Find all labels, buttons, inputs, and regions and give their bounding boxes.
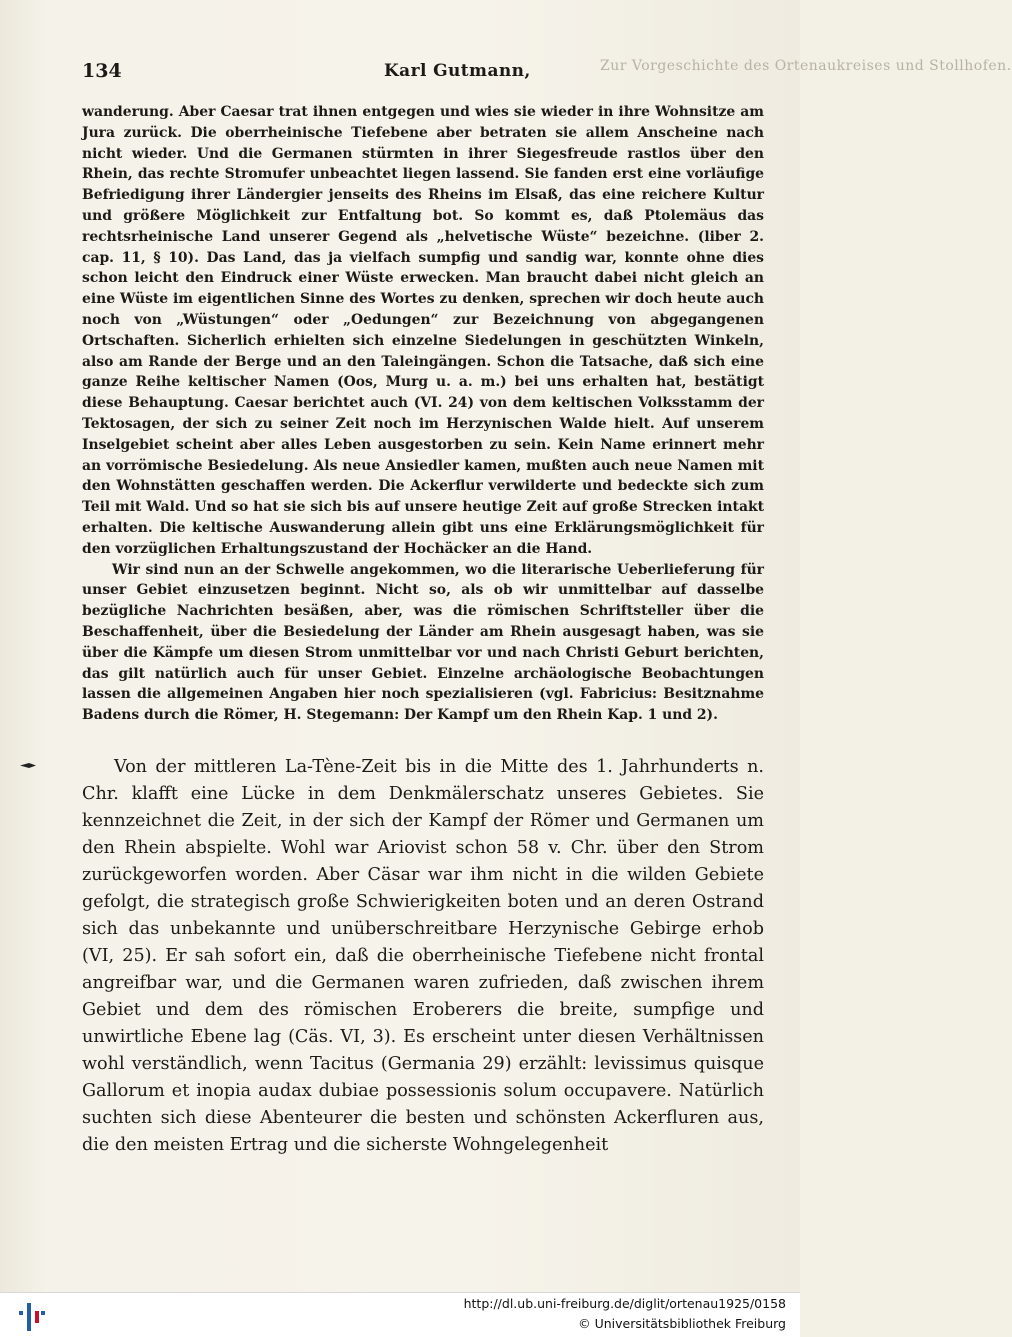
running-header: [82, 60, 762, 86]
running-head-author: Karl Gutmann,: [384, 61, 531, 81]
small-print-block: [82, 102, 764, 726]
paragraph-small-2: Wir sind nun an der Schwelle angekommen, wo die literarische Ueberlieferung für unser Gebiet einzusetzen beginnt. Nicht so, als ob wir unmittelbar auf dasselbe bezügliche Nachrichten besäßen, aber, was die römischen Schriftsteller über die Beschaffenheit, über die Besiedelung der Länder am Rhein ausgesagt haben, was sie über die Kämpfe um diesen Strom unmittelbar vor und nach Christi Geburt berichten, das gilt natürlich auch für unser Gebiet. Einzelne archäologische Beobachtungen lassen die allgemeinen Angaben hier noch spezialisieren (vgl. Fabricius: Besitznahme Badens durch die Römer, H. Stegemann: Der Kampf um den Rhein Kap. 1 und 2).: [82, 561, 764, 724]
ub-freiburg-logo-icon: [16, 1293, 46, 1337]
page-number: 134: [82, 60, 122, 82]
margin-pointer-icon: [20, 762, 36, 769]
main-text-block: [82, 754, 764, 1159]
paragraph-small-1: wanderung. Aber Caesar trat ihnen entgegen und wies sie wieder in ihre Wohnsitze am Jura zurück. Die oberrheinische Tiefebene aber betraten sie allem Anscheine nach nicht wieder. Und die Germanen stürmten in ihrer Siegesfreude rastlos über den Rhein, das rechte Stromufer unbeachtet liegen lassend. Sie fanden erst eine vorläufige Befriedigung ihrer Ländergier jenseits des Rheins im Elsaß, das eine reichere Kultur und größere Möglichkeit zur Entfaltung bot. So kommt es, daß Ptolemäus das rechtsrheinische Land unserer Gegend als „helvetische Wüste“ bezeichne. (liber 2. cap. 11, § 10). Das Land, das ja vielfach sumpfig und sandig war, konnte ohne dies schon leicht den Eindruck einer Wüste erwecken. Man braucht dabei nicht gleich an eine Wüste im eigentlichen Sinne des Wortes zu denken, sprechen wir doch heute auch noch von „Wüstungen“ oder „Oedungen“ zur Bezeichnung von abgegangenen Ortschaften. Sicherlich erhielten sich einzelne Siedelungen in geschützten Winkeln, also am Rande der Berge und an den Taleingängen. Schon die Tatsache, daß sich eine ganze Reihe keltischer Namen (Oos, Murg u. a. m.) bei uns erhalten hat, bestätigt diese Behauptung. Caesar berichtet auch (VI. 24) von dem keltischen Volksstamm der Tektosagen, der sich zu seiner Zeit noch im Herzynischen Walde hielt. Auf unserem Inselgebiet scheint aber alles Leben ausgestorben zu sein. Kein Name erinnert mehr an vorrömische Besiedelung. Als neue Ansiedler kamen, mußten auch neue Namen mit den Wohnstätten geschaffen werden. Die Ackerflur verwilderte und bedeckte sich zum Teil mit Wald. Und so hat sie sich bis auf unsere heutige Zeit auf große Strecken intakt erhalten. Die keltische Auswanderung allein gibt uns eine Erklärungsmöglichkeit für den vorzüglichen Erhaltungszustand der Hochäcker an die Hand.: [82, 104, 764, 557]
document-url-link[interactable]: http://dl.ub.uni-freiburg.de/diglit/ortenau1925/0158: [463, 1296, 786, 1311]
bleed-through-text: Zur Vorgeschichte des Ortenaukreises und Stollhofen.: [600, 58, 1012, 74]
copyright-notice: © Universitätsbibliothek Freiburg: [578, 1316, 786, 1331]
viewer-footer: [0, 1292, 800, 1337]
paragraph-main: Von der mittleren La-Tène-Zeit bis in die Mitte des 1. Jahrhunderts n. Chr. klafft eine Lücke in dem Denkmälerschatz unseres Gebietes. Sie kennzeichnet die Zeit, in der sich der Kampf der Römer und Germanen um den Rhein abspielte. Wohl war Ariovist schon 58 v. Chr. über den Strom zurückgeworfen worden. Aber Cäsar war ihm nicht in die wilden Gebiete gefolgt, die strategisch große Schwierigkeiten boten und an deren Ostrand sich das unbekannte und unüberschreitbare Herzynische Gebirge erhob (VI, 25). Er sah sofort ein, daß die oberrheinische Tiefebene nicht frontal angreifbar war, und die Germanen waren zufrieden, daß zwischen ihrem Gebiet und dem des römischen Eroberers die breite, sumpfige und unwirtliche Ebene lag (Cäs. VI, 3). Es erscheint unter diesen Verhältnissen wohl verständlich, wenn Tacitus (Germania 29) erzählt: levissimus quisque Gallorum et inopia audax dubiae possessionis solum occupavere. Natürlich suchten sich diese Abenteurer die besten und schönsten Ackerfluren aus, die den meisten Ertrag und die sicherste Wohngelegenheit: [82, 757, 764, 1155]
